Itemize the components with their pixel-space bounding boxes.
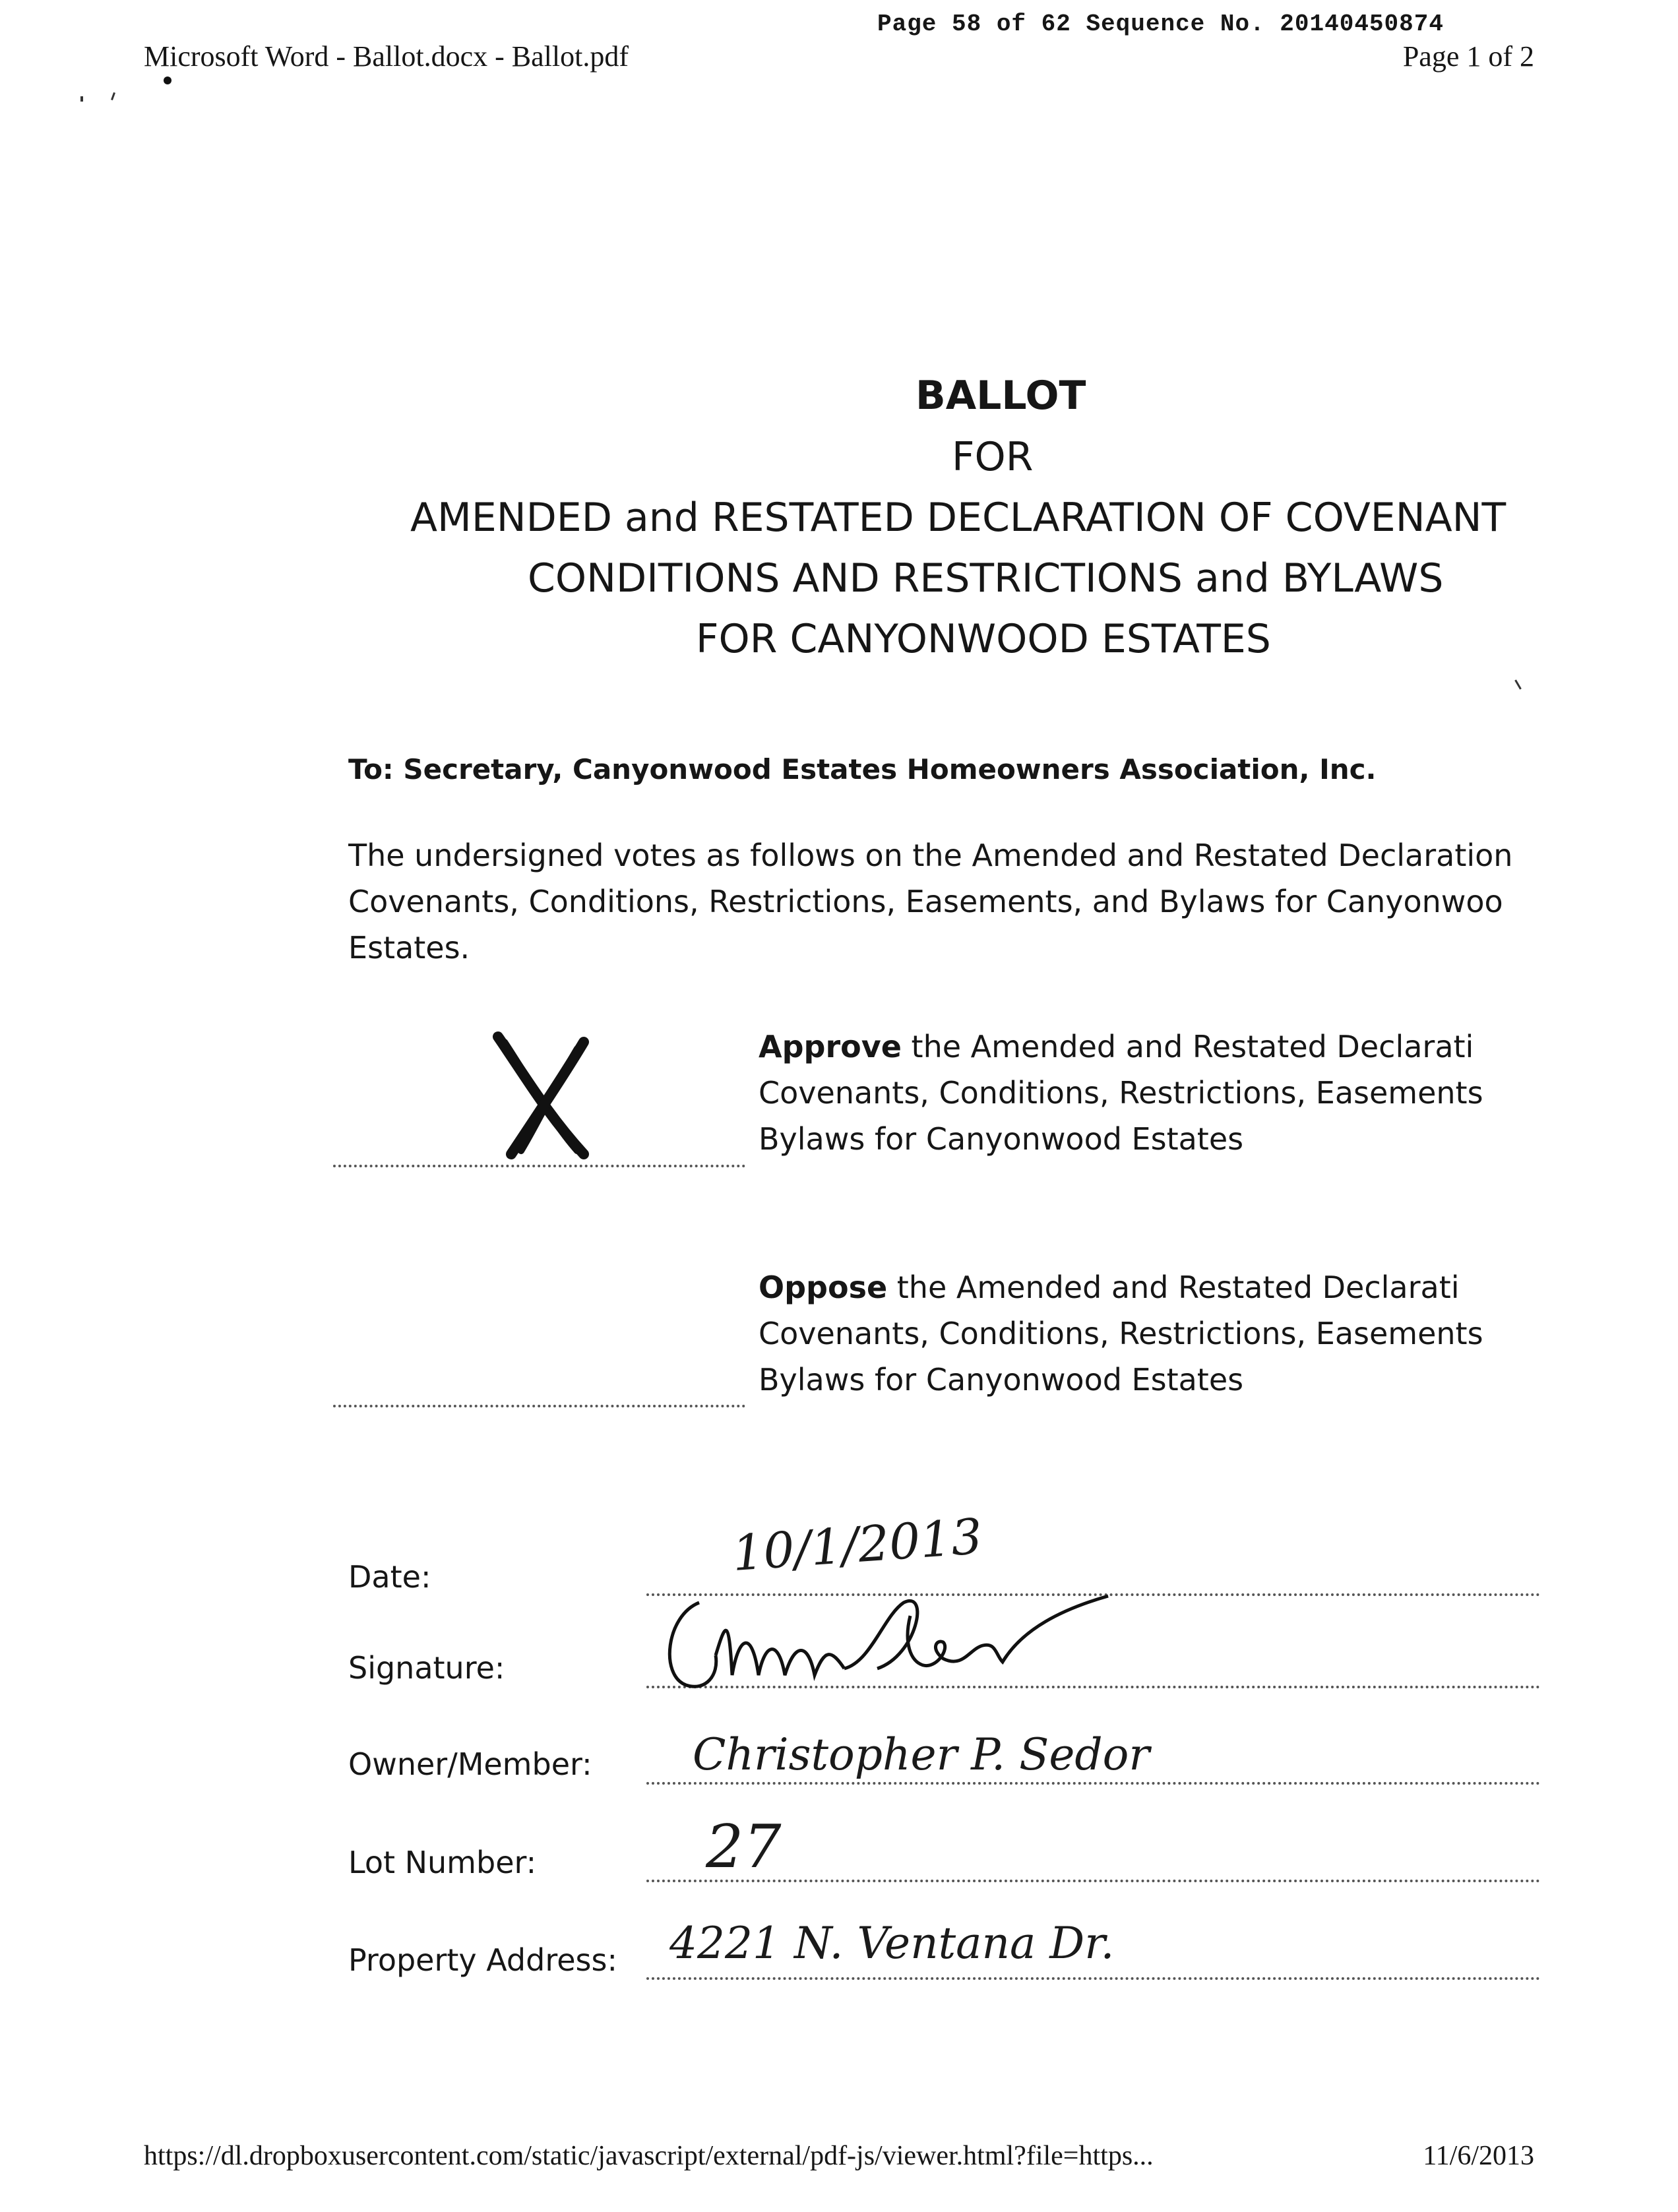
title-line-3: AMENDED and RESTATED DECLARATION OF COVENANT [410, 495, 1507, 541]
footer-date: 11/6/2013 [1423, 2141, 1534, 2171]
lot-value: 27 [706, 1812, 782, 1882]
signature-label: Signature: [348, 1650, 505, 1686]
intro-line: The undersigned votes as follows on the Amended and Restated Declaration [348, 838, 1513, 873]
print-title: Microsoft Word - Ballot.docx - Ballot.pdf [144, 40, 629, 73]
date-label: Date: [348, 1559, 431, 1595]
scan-speck [80, 96, 83, 102]
date-value: 10/1/2013 [730, 1508, 984, 1583]
intro-paragraph [348, 832, 1678, 971]
scan-speck [111, 92, 115, 100]
addressee-line: To: Secretary, Canyonwood Estates Homeowners Association, Inc. [348, 753, 1377, 785]
owner-label: Owner/Member: [348, 1746, 592, 1782]
approve-x-mark [485, 1029, 597, 1161]
ballot-title [916, 373, 1113, 419]
owner-field-line[interactable] [646, 1782, 1540, 1785]
oppose-keyword: Oppose [759, 1270, 888, 1305]
scan-speck [1514, 679, 1522, 689]
intro-line: Estates. [348, 930, 470, 966]
approve-keyword: Approve [759, 1029, 902, 1064]
owner-value: Christopher P. Sedor [693, 1729, 1150, 1780]
oppose-blank-line[interactable] [333, 1405, 745, 1407]
approve-option-text: Approve the Amended and Restated Declarati Covenants, Conditions, Restrictions, Easements Bylaws for Canyonwood Estates [759, 1029, 1483, 1157]
approve-blank-line[interactable] [333, 1165, 745, 1167]
page-number: Page 1 of 2 [1402, 40, 1534, 73]
oppose-option-text: Oppose the Amended and Restated Declarati Covenants, Conditions, Restrictions, Easements Bylaws for Canyonwood Estates [759, 1270, 1483, 1398]
lot-label: Lot Number: [348, 1845, 537, 1880]
title-line-5: FOR CANYONWOOD ESTATES [696, 616, 1271, 662]
title-line-1: BALLOT [916, 373, 1086, 419]
footer-url: https://dl.dropboxusercontent.com/static/javascript/external/pdf-js/viewer.html?file=https... [144, 2141, 1154, 2171]
address-value: 4221 N. Ventana Dr. [669, 1918, 1115, 1969]
scan-dot [164, 77, 171, 84]
address-label: Property Address: [348, 1942, 617, 1978]
title-line-4: CONDITIONS AND RESTRICTIONS and BYLAWS [528, 555, 1444, 601]
signature-graphic [653, 1576, 1115, 1702]
title-line-2: FOR [952, 434, 1034, 480]
intro-line: Covenants, Conditions, Restrictions, Easements, and Bylaws for Canyonwoo [348, 884, 1503, 919]
sequence-number: Page 58 of 62 Sequence No. 20140450874 [877, 11, 1444, 38]
address-field-line[interactable] [646, 1977, 1540, 1980]
